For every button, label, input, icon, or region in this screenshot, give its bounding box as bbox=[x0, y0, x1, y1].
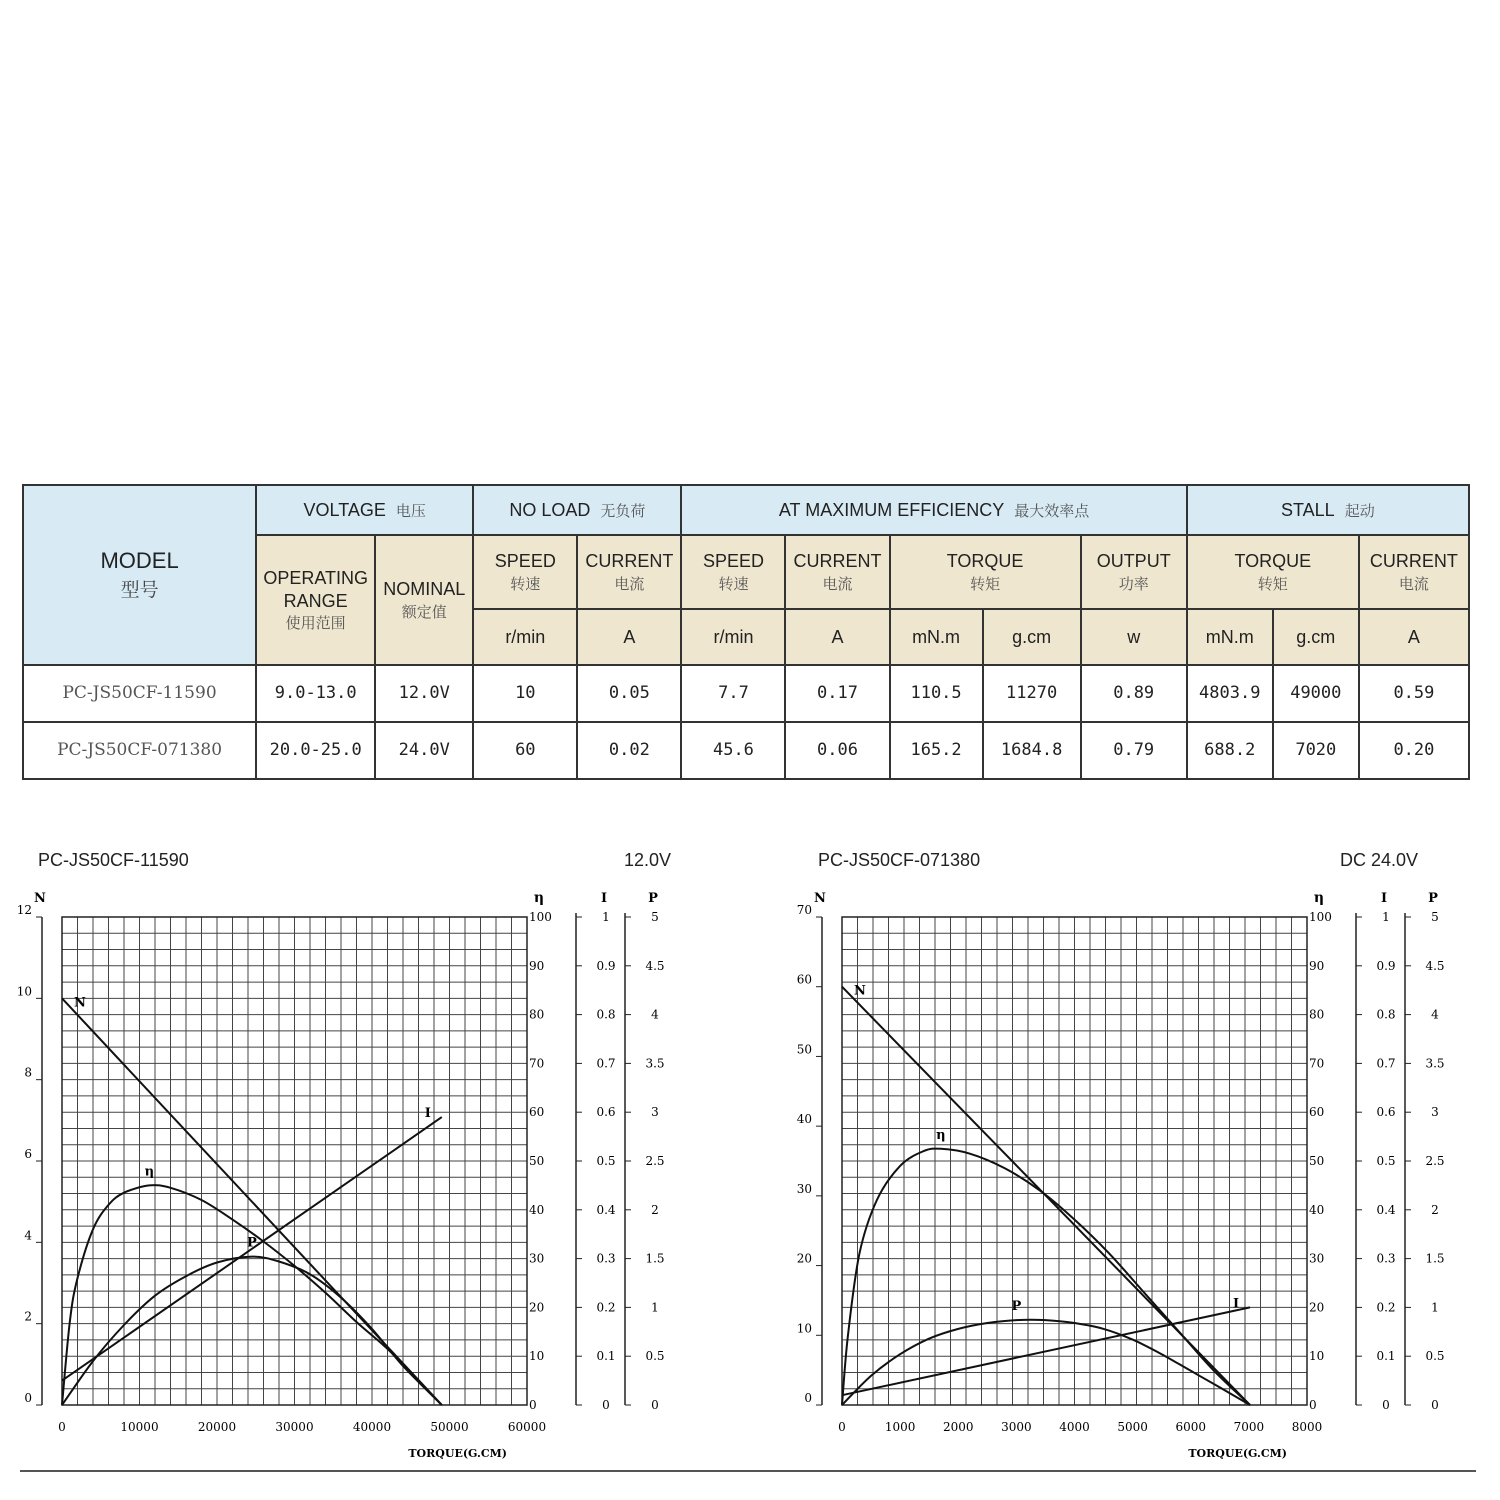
unit-cell: mN.m bbox=[890, 609, 983, 665]
n-axis-tick-label: 8 bbox=[24, 1065, 32, 1080]
x-axis-tick-label: 30000 bbox=[275, 1420, 314, 1434]
i-axis-tick-label: 0.3 bbox=[596, 1251, 616, 1266]
model-header bbox=[23, 485, 256, 665]
p-axis-tick-label: 1.5 bbox=[645, 1251, 665, 1266]
nominal-cell: 24.0V bbox=[375, 722, 473, 779]
unit-cell: A bbox=[785, 609, 889, 665]
i-axis-tick-label: 0.6 bbox=[1376, 1105, 1396, 1120]
x-axis-tick-label: 60000 bbox=[507, 1420, 547, 1434]
x-axis-label: TORQUE(G.CM) bbox=[408, 1447, 507, 1460]
model-cell: PC-JS50CF-11590 bbox=[23, 665, 256, 722]
i-axis-tick-label: 0.1 bbox=[1376, 1349, 1396, 1364]
current-label: CURRENT bbox=[585, 551, 674, 572]
i-axis-tick-label: 0.2 bbox=[596, 1300, 616, 1315]
p-axis-tick-label: 0 bbox=[651, 1398, 659, 1412]
st-torque-gcm-cell: 7020 bbox=[1273, 722, 1359, 779]
st-current-header bbox=[1359, 535, 1469, 609]
me-output-cell: 0.89 bbox=[1081, 665, 1187, 722]
x-axis-tick-label: 0 bbox=[838, 1420, 846, 1434]
eta-axis-tick-label: 10 bbox=[1309, 1349, 1325, 1364]
eta-axis-tick-label: 20 bbox=[1309, 1300, 1325, 1315]
eta-axis-label: η bbox=[533, 890, 545, 906]
n-axis-tick-label: 10 bbox=[796, 1321, 812, 1336]
table-row bbox=[23, 665, 1469, 722]
eta-axis-tick-label: 90 bbox=[1309, 958, 1325, 973]
x-axis-tick-label: 8000 bbox=[1291, 1420, 1323, 1434]
torque-label: TORQUE bbox=[946, 551, 1024, 572]
x-axis-tick-label: 2000 bbox=[942, 1420, 974, 1434]
current-cn: 电流 bbox=[614, 574, 645, 593]
current-label: CURRENT bbox=[1369, 551, 1458, 572]
n-axis-label: N bbox=[34, 891, 46, 906]
n-axis-tick-label: 40 bbox=[796, 1112, 812, 1127]
current-label: CURRENT bbox=[793, 551, 882, 572]
chart-1-voltage: 12.0V bbox=[624, 850, 672, 870]
p-axis-tick-label: 3.5 bbox=[1425, 1056, 1445, 1071]
curve-label: N bbox=[854, 983, 866, 999]
spec-table bbox=[22, 484, 1470, 780]
curve-label: I bbox=[1232, 1296, 1240, 1312]
torque-cn: 转矩 bbox=[970, 574, 1001, 593]
i-axis-tick-label: 0.7 bbox=[1376, 1056, 1396, 1071]
p-axis-tick-label: 2 bbox=[1431, 1202, 1439, 1217]
speed-cn: 转速 bbox=[718, 574, 749, 593]
speed-label: SPEED bbox=[702, 551, 764, 572]
eta-axis-tick-label: 60 bbox=[529, 1105, 545, 1120]
p-axis-tick-label: 1 bbox=[651, 1300, 659, 1315]
curve-label: I bbox=[424, 1106, 431, 1122]
operating-range-header bbox=[256, 535, 375, 665]
nl-current-cell: 0.05 bbox=[577, 665, 681, 722]
unit-cell: w bbox=[1081, 609, 1187, 665]
eta-axis-tick-label: 0 bbox=[1309, 1398, 1317, 1412]
output-label: OUTPUT bbox=[1096, 551, 1171, 572]
i-axis-tick-label: 0.8 bbox=[1376, 1007, 1396, 1022]
x-axis-tick-label: 10000 bbox=[120, 1420, 159, 1434]
x-axis-tick-label: 6000 bbox=[1175, 1420, 1207, 1434]
i-axis-tick-label: 1 bbox=[1382, 910, 1390, 924]
curve-label: P bbox=[1011, 1299, 1022, 1315]
x-axis-tick-label: 5000 bbox=[1117, 1420, 1148, 1434]
x-axis-tick-label: 50000 bbox=[430, 1420, 469, 1434]
stall-label-cn: 起动 bbox=[1344, 501, 1375, 520]
eta-axis-tick-label: 50 bbox=[529, 1154, 545, 1168]
eta-axis-tick-label: 60 bbox=[1309, 1105, 1325, 1120]
i-axis-tick-label: 0.4 bbox=[1376, 1202, 1396, 1217]
range-cell: 20.0-25.0 bbox=[256, 722, 375, 779]
unit-cell: r/min bbox=[681, 609, 785, 665]
speed-label: SPEED bbox=[494, 551, 556, 572]
me-torque-header bbox=[890, 535, 1081, 609]
i-axis-tick-label: 0.7 bbox=[596, 1056, 616, 1071]
me-speed-cell: 45.6 bbox=[681, 722, 785, 779]
n-axis-tick-label: 20 bbox=[796, 1251, 812, 1266]
n-axis-label: N bbox=[814, 891, 826, 906]
bottom-divider bbox=[20, 1470, 1476, 1472]
x-axis-label: TORQUE(G.CM) bbox=[1188, 1447, 1287, 1460]
stall-label: STALL bbox=[1281, 499, 1335, 520]
unit-cell: g.cm bbox=[983, 609, 1081, 665]
unit-cell: A bbox=[577, 609, 681, 665]
i-axis-label: I bbox=[600, 891, 608, 906]
st-torque-mnm-cell: 4803.9 bbox=[1187, 665, 1273, 722]
me-speed-header bbox=[681, 535, 785, 609]
me-current-cell: 0.17 bbox=[785, 665, 889, 722]
current-cn: 电流 bbox=[1398, 574, 1429, 593]
st-torque-header bbox=[1187, 535, 1359, 609]
me-current-cell: 0.06 bbox=[785, 722, 889, 779]
unit-cell: A bbox=[1359, 609, 1469, 665]
voltage-label-cn: 电压 bbox=[395, 501, 426, 520]
series-line-P bbox=[62, 1257, 442, 1405]
eta-axis-tick-label: 100 bbox=[529, 910, 552, 924]
eta-axis-tick-label: 40 bbox=[1309, 1202, 1325, 1217]
st-torque-gcm-cell: 49000 bbox=[1273, 665, 1359, 722]
no-load-label: NO LOAD bbox=[509, 499, 591, 520]
nl-speed-header bbox=[473, 535, 577, 609]
table-row bbox=[23, 722, 1469, 779]
st-current-cell: 0.59 bbox=[1359, 665, 1469, 722]
i-axis-tick-label: 0.5 bbox=[1376, 1154, 1396, 1168]
torque-cn: 转矩 bbox=[1257, 574, 1288, 593]
chart-2-title: PC-JS50CF-071380 bbox=[818, 850, 981, 870]
series-line-η bbox=[842, 1149, 1250, 1405]
eta-axis-tick-label: 30 bbox=[1309, 1251, 1325, 1266]
p-axis-tick-label: 2.5 bbox=[645, 1154, 665, 1168]
me-torque-gcm-cell: 11270 bbox=[983, 665, 1081, 722]
voltage-label: VOLTAGE bbox=[303, 499, 386, 520]
operating-range-cn: 使用范围 bbox=[285, 614, 346, 633]
n-axis-tick-label: 30 bbox=[796, 1181, 812, 1196]
eta-axis-tick-label: 100 bbox=[1309, 910, 1332, 924]
n-axis-tick-label: 10 bbox=[16, 984, 32, 999]
p-axis-tick-label: 4 bbox=[651, 1007, 659, 1022]
chart-1-title: PC-JS50CF-11590 bbox=[38, 850, 189, 870]
i-axis-tick-label: 0.5 bbox=[596, 1154, 616, 1168]
nl-current-header bbox=[577, 535, 681, 609]
i-axis-tick-label: 0.6 bbox=[596, 1105, 616, 1120]
nominal-label: NOMINAL bbox=[383, 579, 466, 600]
p-axis-tick-label: 0.5 bbox=[1425, 1349, 1445, 1364]
no-load-group bbox=[473, 485, 681, 535]
n-axis-tick-label: 50 bbox=[796, 1042, 812, 1057]
chart-1 bbox=[0, 880, 720, 1460]
x-axis-tick-label: 3000 bbox=[1001, 1420, 1032, 1434]
n-axis-tick-label: 0 bbox=[24, 1391, 32, 1405]
p-axis-tick-label: 3.5 bbox=[645, 1056, 665, 1071]
curve-label: η bbox=[936, 1127, 946, 1143]
series-line-P bbox=[842, 1320, 1250, 1405]
eta-axis-tick-label: 90 bbox=[529, 958, 545, 973]
grid bbox=[842, 917, 1307, 1405]
p-axis-tick-label: 3 bbox=[651, 1105, 659, 1120]
curve-label: P bbox=[246, 1235, 257, 1251]
p-axis-tick-label: 0 bbox=[1431, 1398, 1439, 1412]
p-axis-tick-label: 0.5 bbox=[645, 1349, 665, 1364]
max-efficiency-group bbox=[681, 485, 1186, 535]
eta-axis-label: η bbox=[1313, 890, 1325, 906]
i-axis-tick-label: 0.8 bbox=[596, 1007, 616, 1022]
x-axis-tick-label: 0 bbox=[58, 1420, 66, 1434]
p-axis-tick-label: 1 bbox=[1431, 1300, 1439, 1315]
model-header-label: MODEL bbox=[100, 548, 179, 574]
i-axis-tick-label: 0 bbox=[1382, 1398, 1390, 1412]
i-axis-tick-label: 1 bbox=[602, 910, 610, 924]
model-header-cn: 型号 bbox=[120, 578, 159, 601]
chart-2-voltage: DC 24.0V bbox=[1340, 850, 1419, 870]
eta-axis-tick-label: 50 bbox=[1309, 1154, 1325, 1168]
n-axis-tick-label: 60 bbox=[796, 972, 812, 987]
p-axis-tick-label: 4.5 bbox=[645, 958, 665, 973]
nl-current-cell: 0.02 bbox=[577, 722, 681, 779]
i-axis-label: I bbox=[1380, 891, 1388, 906]
x-axis-tick-label: 7000 bbox=[1233, 1420, 1265, 1434]
max-efficiency-label: AT MAXIMUM EFFICIENCY bbox=[778, 499, 1005, 520]
eta-axis-tick-label: 30 bbox=[529, 1251, 545, 1266]
max-efficiency-label-cn: 最大效率点 bbox=[1014, 501, 1090, 520]
nl-speed-cell: 10 bbox=[473, 665, 577, 722]
range-cell: 9.0-13.0 bbox=[256, 665, 375, 722]
i-axis-tick-label: 0.4 bbox=[596, 1202, 616, 1217]
p-axis-label: P bbox=[648, 891, 658, 906]
eta-axis-tick-label: 20 bbox=[529, 1300, 545, 1315]
unit-cell: g.cm bbox=[1273, 609, 1359, 665]
n-axis-tick-label: 70 bbox=[796, 903, 812, 917]
me-output-cell: 0.79 bbox=[1081, 722, 1187, 779]
group-header-row bbox=[23, 485, 1469, 535]
x-axis-tick-label: 1000 bbox=[884, 1420, 916, 1434]
me-output-header bbox=[1081, 535, 1187, 609]
operating-label: OPERATING bbox=[263, 568, 369, 589]
unit-cell: mN.m bbox=[1187, 609, 1273, 665]
eta-axis-tick-label: 80 bbox=[1309, 1007, 1325, 1022]
eta-axis-tick-label: 40 bbox=[529, 1202, 545, 1217]
eta-axis-tick-label: 0 bbox=[529, 1398, 537, 1412]
i-axis-tick-label: 0.1 bbox=[596, 1349, 616, 1364]
curve-label: N bbox=[74, 995, 86, 1011]
nominal-cell: 12.0V bbox=[375, 665, 473, 722]
me-current-header bbox=[785, 535, 889, 609]
p-axis-tick-label: 1.5 bbox=[1425, 1251, 1445, 1266]
x-axis-tick-label: 4000 bbox=[1059, 1420, 1090, 1434]
x-axis-tick-label: 40000 bbox=[352, 1420, 392, 1434]
p-axis-tick-label: 3 bbox=[1431, 1105, 1439, 1120]
st-current-cell: 0.20 bbox=[1359, 722, 1469, 779]
p-axis-tick-label: 2.5 bbox=[1425, 1154, 1445, 1168]
i-axis-tick-label: 0.9 bbox=[1376, 958, 1396, 973]
eta-axis-tick-label: 70 bbox=[1309, 1056, 1325, 1071]
p-axis-label: P bbox=[1428, 891, 1438, 906]
model-cell: PC-JS50CF-071380 bbox=[23, 722, 256, 779]
n-axis-tick-label: 12 bbox=[16, 903, 32, 917]
i-axis-tick-label: 0 bbox=[602, 1398, 610, 1412]
range-label: RANGE bbox=[283, 590, 348, 611]
eta-axis-tick-label: 80 bbox=[529, 1007, 545, 1022]
i-axis-tick-label: 0.3 bbox=[1376, 1251, 1396, 1266]
p-axis-tick-label: 4 bbox=[1431, 1007, 1439, 1022]
no-load-label-cn: 无负荷 bbox=[600, 501, 646, 520]
speed-cn: 转速 bbox=[510, 574, 541, 593]
me-torque-mnm-cell: 165.2 bbox=[890, 722, 983, 779]
me-torque-mnm-cell: 110.5 bbox=[890, 665, 983, 722]
x-axis-tick-label: 20000 bbox=[197, 1420, 237, 1434]
eta-axis-tick-label: 10 bbox=[529, 1349, 545, 1364]
nominal-header bbox=[375, 535, 473, 665]
st-torque-mnm-cell: 688.2 bbox=[1187, 722, 1273, 779]
me-speed-cell: 7.7 bbox=[681, 665, 785, 722]
me-torque-gcm-cell: 1684.8 bbox=[983, 722, 1081, 779]
eta-axis-tick-label: 70 bbox=[529, 1056, 545, 1071]
torque-label: TORQUE bbox=[1234, 551, 1312, 572]
n-axis-tick-label: 0 bbox=[804, 1391, 812, 1405]
i-axis-tick-label: 0.2 bbox=[1376, 1300, 1396, 1315]
p-axis-tick-label: 2 bbox=[651, 1202, 659, 1217]
chart-2 bbox=[780, 880, 1500, 1460]
p-axis-tick-label: 5 bbox=[1431, 910, 1439, 924]
n-axis-tick-label: 4 bbox=[24, 1228, 32, 1243]
curve-label: η bbox=[144, 1164, 155, 1180]
current-cn: 电流 bbox=[822, 574, 853, 593]
output-cn: 功率 bbox=[1118, 574, 1149, 593]
n-axis-tick-label: 6 bbox=[24, 1147, 32, 1161]
unit-cell: r/min bbox=[473, 609, 577, 665]
p-axis-tick-label: 5 bbox=[651, 910, 659, 924]
voltage-group bbox=[256, 485, 473, 535]
i-axis-tick-label: 0.9 bbox=[596, 958, 616, 973]
n-axis-tick-label: 2 bbox=[24, 1309, 32, 1324]
nl-speed-cell: 60 bbox=[473, 722, 577, 779]
p-axis-tick-label: 4.5 bbox=[1425, 958, 1445, 973]
stall-group bbox=[1187, 485, 1469, 535]
nominal-cn: 额定值 bbox=[401, 602, 447, 621]
